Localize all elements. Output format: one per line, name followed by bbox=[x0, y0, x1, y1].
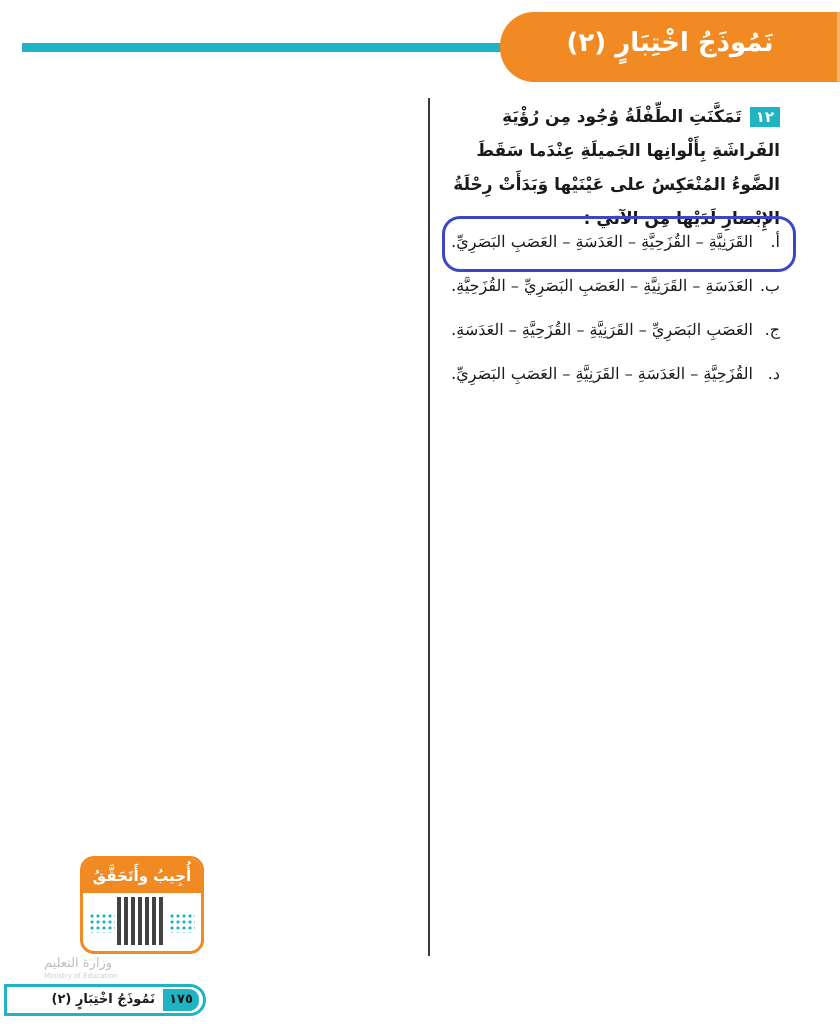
option-letter: ج. bbox=[764, 320, 780, 339]
column-divider bbox=[428, 98, 430, 956]
option-letter: أ. bbox=[770, 232, 780, 251]
qr-code-icon[interactable] bbox=[117, 897, 165, 945]
answer-check-label: أُجِيبُ وأَتَحَقَّقُ bbox=[83, 859, 201, 893]
ministry-watermark: وزارة التعليم bbox=[44, 956, 113, 971]
page-title: نَمُوذَجُ اخْتِبَارٍ (٢) bbox=[566, 28, 774, 58]
option-text: العَصَبِ البَصَرِيِّ – القَرَنِيَّةِ – القُزَحِيَّةِ – العَدَسَةِ. bbox=[451, 320, 753, 339]
option-b[interactable] bbox=[450, 268, 780, 304]
decorative-dots bbox=[169, 913, 195, 933]
decorative-dots bbox=[89, 913, 115, 933]
option-c[interactable] bbox=[450, 312, 780, 348]
option-letter: د. bbox=[767, 364, 780, 383]
option-text: القَرَنِيَّةِ – القُزَحِيَّةِ – العَدَسَةِ – العَصَبِ البَصَرِيِّ. bbox=[451, 232, 753, 251]
option-letter: ب. bbox=[759, 276, 780, 295]
answer-check-card[interactable] bbox=[80, 856, 204, 954]
option-text: القُزَحِيَّةِ – العَدَسَةِ – القَرَنِيَّةِ – العَصَبِ البَصَرِيِّ. bbox=[451, 364, 753, 383]
page-number: ١٧٥ bbox=[163, 989, 199, 1011]
footer-title: نَمُوذَجُ اخْتِبَارٍ (٢) bbox=[51, 992, 155, 1007]
question-text: تَمَكَّنَتِ الطِّفْلَةُ وُجُود مِن رُؤْيَةِ الفَراشَةِ بِأَلْوانِها الجَميلَةِ عِنْدَما سَقَطَ الضَّوءُ المُنْعَكِسُ على عَيْنَيْها وَبَدَأَتْ رِحْلَةُ الإِبْصارِ لَدَيْها مِن الآتي : bbox=[453, 107, 780, 229]
page-footer bbox=[4, 984, 206, 1016]
header-rule bbox=[22, 43, 522, 52]
question-number-badge: ١٢ bbox=[750, 107, 780, 127]
option-a[interactable] bbox=[450, 224, 780, 260]
title-tab bbox=[500, 12, 840, 82]
ministry-watermark-en: Ministry of Education bbox=[44, 972, 118, 980]
option-text: العَدَسَةِ – القَرَنِيَّةِ – العَصَبِ البَصَرِيِّ – القُزَحِيَّةِ. bbox=[451, 276, 753, 295]
option-d[interactable] bbox=[450, 356, 780, 392]
